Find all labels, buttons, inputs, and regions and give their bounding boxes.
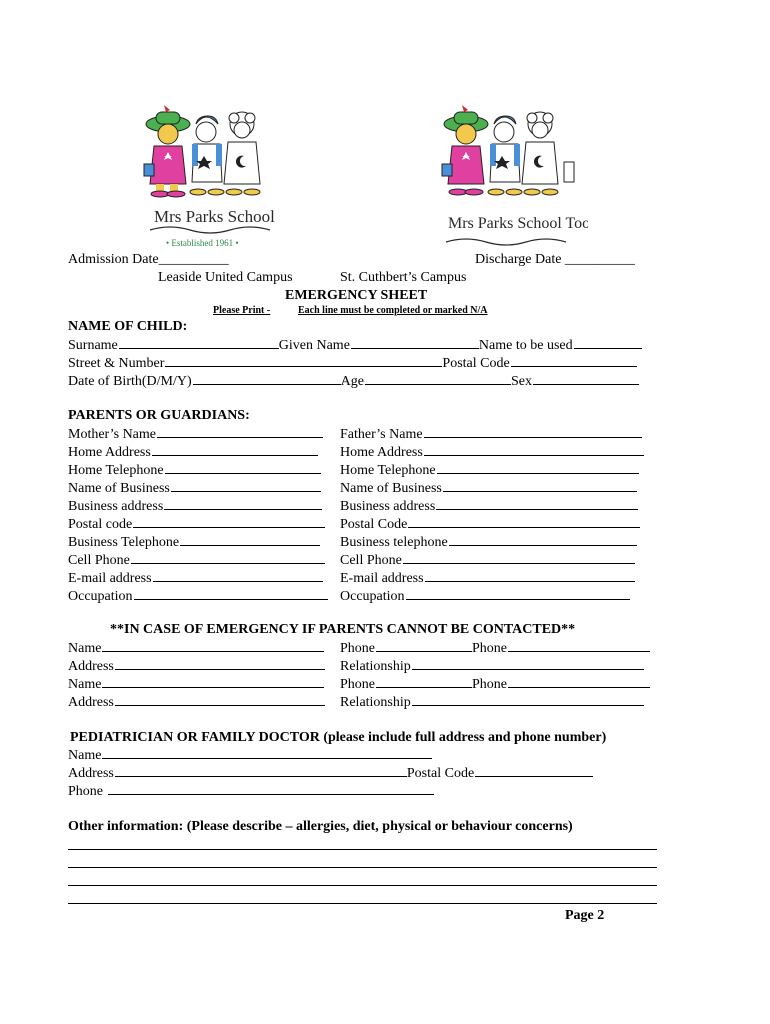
label: Age bbox=[340, 374, 364, 389]
father-field[interactable]: Cell Phone bbox=[340, 552, 660, 570]
mother-field[interactable]: Occupation bbox=[68, 588, 336, 606]
father-field[interactable]: Name of Business bbox=[340, 480, 660, 498]
father-field[interactable]: Business telephone bbox=[340, 534, 660, 552]
child-surname-field[interactable] bbox=[68, 337, 642, 354]
father-field[interactable]: Home Address bbox=[340, 444, 660, 462]
mother-field[interactable]: Business address bbox=[68, 498, 336, 516]
father-field[interactable]: Postal Code bbox=[340, 516, 660, 534]
children-illustration-icon bbox=[140, 104, 275, 254]
father-field[interactable]: Father’s Name bbox=[340, 426, 660, 444]
label: Postal Code bbox=[442, 356, 510, 371]
children-illustration-icon bbox=[438, 104, 588, 254]
logo-wordmark: Mrs Parks School bbox=[154, 207, 275, 226]
campus-leaside: Leaside United Campus bbox=[158, 270, 293, 285]
emergency-relationship-1-field[interactable]: Relationship bbox=[340, 658, 660, 676]
mother-field[interactable]: Mother’s Name bbox=[68, 426, 336, 444]
doctor-name-field[interactable]: Name bbox=[68, 747, 432, 764]
father-field[interactable]: Home Telephone bbox=[340, 462, 660, 480]
emergency-right-column bbox=[340, 640, 660, 712]
label: Surname bbox=[68, 338, 118, 353]
doctor-phone-field[interactable]: Phone bbox=[68, 783, 434, 800]
emergency-phone-1-field[interactable]: Phone Phone bbox=[340, 640, 660, 658]
emergency-heading: **IN CASE OF EMERGENCY IF PARENTS CANNOT BE CONTACTED** bbox=[110, 622, 576, 637]
child-dob-field[interactable] bbox=[68, 373, 639, 390]
admission-date-field[interactable]: Admission Date__________ bbox=[68, 252, 229, 267]
emergency-relationship-2-field[interactable]: Relationship bbox=[340, 694, 660, 712]
emergency-phone-2-field[interactable]: Phone Phone bbox=[340, 676, 660, 694]
instructions-print: Please Print - bbox=[213, 305, 271, 316]
child-street-field[interactable] bbox=[68, 355, 637, 372]
doctor-address-field[interactable]: Address Postal Code bbox=[68, 765, 593, 782]
label: Name to be used bbox=[478, 338, 573, 353]
instructions-complete: Each line must be completed or marked N/A bbox=[298, 305, 488, 316]
other-info-line-3[interactable] bbox=[68, 885, 657, 886]
emergency-address-2-field[interactable]: Address bbox=[68, 694, 336, 712]
mother-field[interactable]: Cell Phone bbox=[68, 552, 336, 570]
label: Date of Birth(D/M/Y) bbox=[68, 374, 192, 389]
father-field[interactable]: E-mail address bbox=[340, 570, 660, 588]
emergency-address-1-field[interactable]: Address bbox=[68, 658, 336, 676]
doctor-heading: PEDIATRICIAN OR FAMILY DOCTOR (please include full address and phone number) bbox=[70, 730, 607, 745]
mother-field[interactable]: Home Telephone bbox=[68, 462, 336, 480]
campus-st-cuthberts: St. Cuthbert’s Campus bbox=[340, 270, 467, 285]
mother-field[interactable]: Name of Business bbox=[68, 480, 336, 498]
child-heading: NAME OF CHILD: bbox=[68, 319, 188, 334]
logo-wordmark: Mrs Parks School Too bbox=[448, 215, 588, 232]
mother-field[interactable]: E-mail address bbox=[68, 570, 336, 588]
label: Sex bbox=[510, 374, 532, 389]
mother-field[interactable]: Home Address bbox=[68, 444, 336, 462]
logo-established: • Established 1961 • bbox=[166, 238, 239, 248]
other-info-line-2[interactable] bbox=[68, 867, 657, 868]
page-title: EMERGENCY SHEET bbox=[285, 288, 428, 303]
label: Street & Number bbox=[68, 356, 165, 371]
father-column bbox=[340, 426, 660, 606]
discharge-date-field[interactable]: Discharge Date __________ bbox=[475, 252, 635, 267]
mother-field[interactable]: Business Telephone bbox=[68, 534, 336, 552]
mrs-parks-school-too-logo bbox=[438, 104, 588, 254]
other-info-line-4[interactable] bbox=[68, 903, 657, 904]
emergency-left-column bbox=[68, 640, 336, 712]
father-field[interactable]: Business address bbox=[340, 498, 660, 516]
parents-heading: PARENTS OR GUARDIANS: bbox=[68, 408, 250, 423]
father-field[interactable]: Occupation bbox=[340, 588, 660, 606]
mother-column bbox=[68, 426, 336, 606]
page-number: Page 2 bbox=[565, 908, 605, 923]
emergency-name-2-field[interactable]: Name bbox=[68, 676, 336, 694]
mrs-parks-school-logo bbox=[140, 104, 275, 254]
mother-field[interactable]: Postal code bbox=[68, 516, 336, 534]
label: Given Name bbox=[278, 338, 350, 353]
emergency-name-1-field[interactable]: Name bbox=[68, 640, 336, 658]
other-info-heading: Other information: (Please describe – allergies, diet, physical or behaviour concerns) bbox=[68, 819, 573, 834]
other-info-line-1[interactable] bbox=[68, 849, 657, 850]
